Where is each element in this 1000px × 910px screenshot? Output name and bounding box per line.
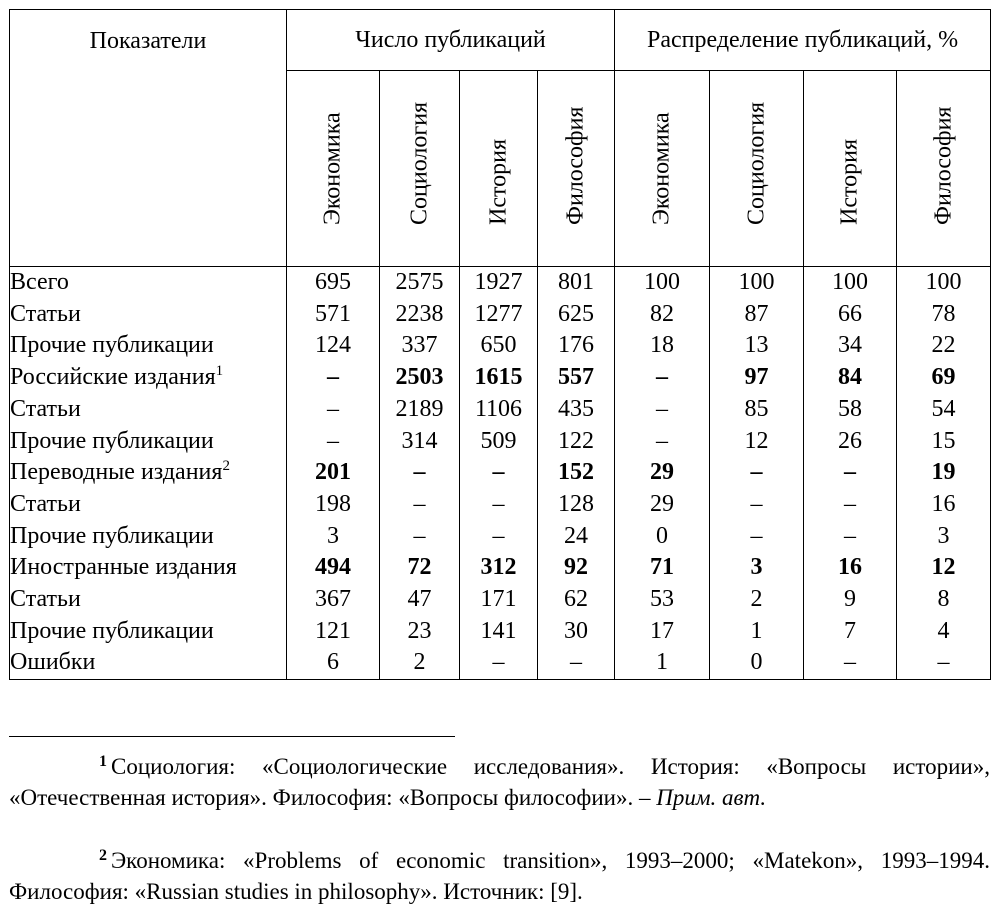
table-cell: 0 [710, 647, 804, 679]
table-cell: 34 [804, 330, 897, 362]
table-cell: 4 [897, 616, 991, 648]
table-cell: 1927 [460, 267, 538, 299]
table-cell: 435 [538, 394, 615, 426]
table-cell: 2503 [380, 362, 460, 394]
table-cell: – [287, 394, 380, 426]
table-cell: 128 [538, 489, 615, 521]
footnote-2 [9, 845, 990, 907]
table-row [10, 426, 991, 458]
table-cell: 8 [897, 584, 991, 616]
table-cell: 15 [897, 426, 991, 458]
table-cell: 12 [710, 426, 804, 458]
footnote-2-number: 2 [99, 847, 107, 864]
table-cell: – [615, 394, 710, 426]
table-cell: 801 [538, 267, 615, 299]
table-cell: 3 [287, 521, 380, 553]
footnote-1-note: Прим. авт. [656, 785, 767, 810]
table-cell: – [287, 362, 380, 394]
table-cell: 122 [538, 426, 615, 458]
table-cell: 66 [804, 299, 897, 331]
row-label: Прочие публикации [10, 521, 287, 553]
table-cell: 625 [538, 299, 615, 331]
footnote-1 [9, 751, 990, 813]
table-row [10, 299, 991, 331]
table-row [10, 330, 991, 362]
table-cell: 29 [615, 457, 710, 489]
table-cell: – [615, 426, 710, 458]
table-cell: – [460, 457, 538, 489]
table-cell: 141 [460, 616, 538, 648]
table-cell: 47 [380, 584, 460, 616]
table-cell: – [287, 426, 380, 458]
table-cell: – [710, 457, 804, 489]
table-cell: 2189 [380, 394, 460, 426]
table-cell: 30 [538, 616, 615, 648]
header-share-group: Распределение публикаций, % [615, 10, 991, 71]
table-cell: 695 [287, 267, 380, 299]
table-cell: – [615, 362, 710, 394]
table-cell: 100 [615, 267, 710, 299]
row-label: Прочие публикации [10, 616, 287, 648]
table-row [10, 552, 991, 584]
table-cell: 6 [287, 647, 380, 679]
table-cell: – [804, 489, 897, 521]
table-row [10, 584, 991, 616]
table-cell: 337 [380, 330, 460, 362]
row-label: Статьи [10, 299, 287, 331]
table-cell: 7 [804, 616, 897, 648]
table-cell: 2 [710, 584, 804, 616]
footnote-ref: 1 [215, 363, 224, 380]
table-row [10, 267, 991, 299]
table-cell: 121 [287, 616, 380, 648]
header-count-history: История [460, 71, 538, 267]
table-cell: 12 [897, 552, 991, 584]
table-cell: 2 [380, 647, 460, 679]
table-cell: – [538, 647, 615, 679]
row-label: Ошибки [10, 647, 287, 679]
table-cell: 9 [804, 584, 897, 616]
header-count-economics: Экономика [287, 71, 380, 267]
table-cell: – [460, 521, 538, 553]
table-cell: – [710, 521, 804, 553]
table-cell: 100 [710, 267, 804, 299]
table-cell: 509 [460, 426, 538, 458]
table-cell: – [710, 489, 804, 521]
table-cell: 312 [460, 552, 538, 584]
table-cell: 24 [538, 521, 615, 553]
table-cell: 54 [897, 394, 991, 426]
header-count-philosophy: Философия [538, 71, 615, 267]
table-cell: 3 [897, 521, 991, 553]
table-cell: 124 [287, 330, 380, 362]
header-count-group: Число публикаций [287, 10, 615, 71]
footnote-separator [9, 736, 455, 737]
row-label: Прочие публикации [10, 330, 287, 362]
table-cell: 100 [897, 267, 991, 299]
table-cell: 176 [538, 330, 615, 362]
table-cell: 84 [804, 362, 897, 394]
table-cell: 58 [804, 394, 897, 426]
table-cell: 17 [615, 616, 710, 648]
table-cell: 201 [287, 457, 380, 489]
table-cell: 494 [287, 552, 380, 584]
table-cell: – [380, 521, 460, 553]
footnote-2-text: Экономика: «Problems of economic transition», 1993–2000; «Matekon», 1993–1994. Философия: «Russian studies in philosophy». Источник: [9]. [9, 848, 990, 904]
table-cell: 87 [710, 299, 804, 331]
row-label: Российские издания$^1$ [10, 362, 287, 394]
table-cell: 1277 [460, 299, 538, 331]
table-cell: 171 [460, 584, 538, 616]
table-cell: 97 [710, 362, 804, 394]
table-cell: 1106 [460, 394, 538, 426]
table-cell: 1 [710, 616, 804, 648]
table-cell: – [380, 489, 460, 521]
table-cell: 3 [710, 552, 804, 584]
table-cell: – [804, 647, 897, 679]
table-row [10, 362, 991, 394]
footnote-1-text: Социология: «Социологические исследования». История: «Вопросы истории», «Отечественная история». Философия: «Вопросы философии». – [9, 754, 990, 810]
header-indicators: Показатели [10, 10, 287, 267]
table-cell: – [380, 457, 460, 489]
table-cell: 1615 [460, 362, 538, 394]
table-cell: 0 [615, 521, 710, 553]
table-cell: 1 [615, 647, 710, 679]
header-share-economics: Экономика [615, 71, 710, 267]
table-cell: 314 [380, 426, 460, 458]
row-label: Всего [10, 267, 287, 299]
header-share-sociology: Социология [710, 71, 804, 267]
table-cell: – [804, 457, 897, 489]
table-cell: 92 [538, 552, 615, 584]
table-cell: 78 [897, 299, 991, 331]
table-cell: 367 [287, 584, 380, 616]
table-cell: 557 [538, 362, 615, 394]
table-cell: 152 [538, 457, 615, 489]
table-cell: 19 [897, 457, 991, 489]
table-row [10, 616, 991, 648]
table-cell: 82 [615, 299, 710, 331]
table-cell: 16 [804, 552, 897, 584]
table-cell: 62 [538, 584, 615, 616]
footnote-ref: 2 [222, 458, 230, 475]
table-row [10, 521, 991, 553]
table-cell: 100 [804, 267, 897, 299]
table-cell: 69 [897, 362, 991, 394]
table-cell: – [460, 647, 538, 679]
table-cell: 13 [710, 330, 804, 362]
table-cell: 198 [287, 489, 380, 521]
table-cell: – [460, 489, 538, 521]
table-cell: 2238 [380, 299, 460, 331]
row-label: Иностранные издания [10, 552, 287, 584]
table-row [10, 489, 991, 521]
table-cell: 72 [380, 552, 460, 584]
footnote-1-number: 1 [99, 753, 107, 770]
row-label: Статьи [10, 394, 287, 426]
header-share-history: История [804, 71, 897, 267]
table-cell: 16 [897, 489, 991, 521]
table-cell: 71 [615, 552, 710, 584]
table-cell: – [804, 521, 897, 553]
table-row [10, 394, 991, 426]
table-row [10, 457, 991, 489]
table-cell: 85 [710, 394, 804, 426]
table-cell: 26 [804, 426, 897, 458]
table-cell: 571 [287, 299, 380, 331]
table-cell: 22 [897, 330, 991, 362]
header-count-sociology: Социология [380, 71, 460, 267]
table-cell: 2575 [380, 267, 460, 299]
table-cell: 18 [615, 330, 710, 362]
publications-table [9, 9, 991, 680]
table-cell: 29 [615, 489, 710, 521]
header-share-philosophy: Философия [897, 71, 991, 267]
row-label: Переводные издания$^2$ [10, 457, 287, 489]
table-row [10, 647, 991, 679]
table-cell: 650 [460, 330, 538, 362]
table-cell: 53 [615, 584, 710, 616]
table-cell: – [897, 647, 991, 679]
row-label: Прочие публикации [10, 426, 287, 458]
table-cell: 23 [380, 616, 460, 648]
row-label: Статьи [10, 584, 287, 616]
row-label: Статьи [10, 489, 287, 521]
